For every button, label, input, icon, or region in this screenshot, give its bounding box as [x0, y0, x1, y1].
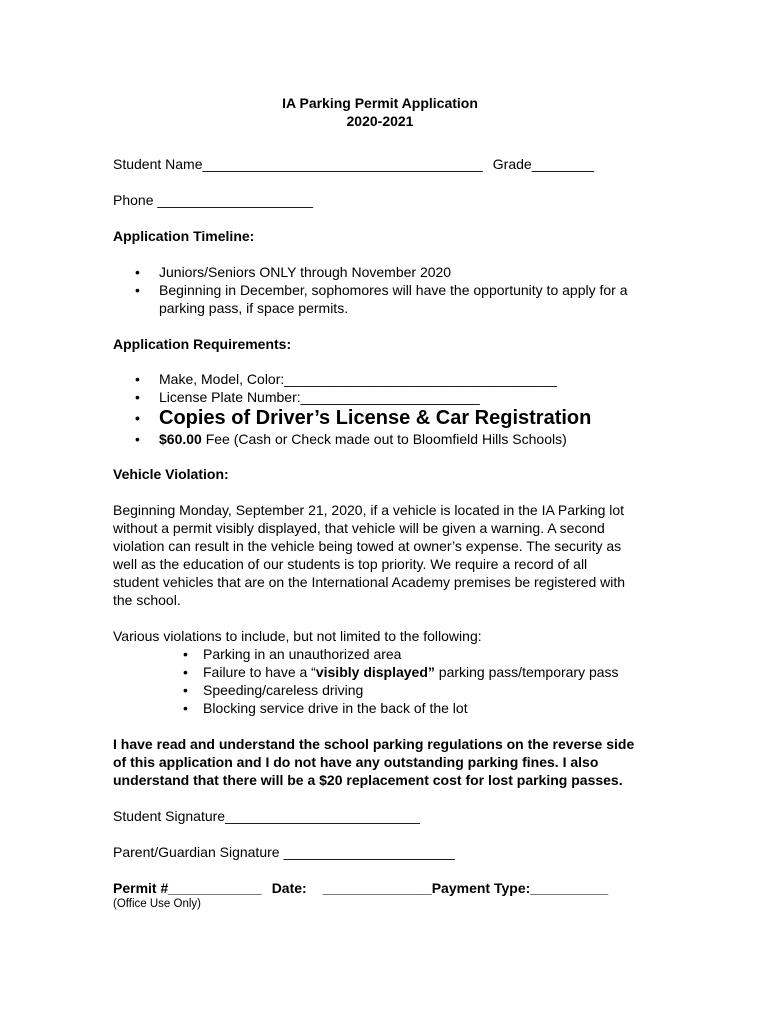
payment-type-field[interactable]: Payment Type:__________ [431, 880, 609, 896]
parent-signature-field[interactable]: Parent/Guardian Signature ______________________ [113, 844, 455, 860]
grade-field[interactable]: Grade________ [492, 156, 594, 172]
make-model-field[interactable]: • Make, Model, Color:___________________________________ [113, 370, 673, 388]
failure-text-end: parking pass/temporary pass [434, 664, 619, 680]
permit-application-page [113, 94, 673, 911]
requirements-heading: Application Requirements: [113, 336, 292, 352]
phone-field[interactable]: Phone ____________________ [113, 192, 314, 208]
timeline-heading: Application Timeline: [113, 228, 255, 244]
failure-text: Failure to have a “ [203, 664, 316, 680]
fee-requirement [113, 430, 673, 448]
document-year: 2020-2021 [346, 113, 414, 129]
permit-number-field[interactable]: Permit #____________ [113, 880, 262, 896]
list-item: • Blocking service drive in the back of the lot [113, 699, 673, 717]
date-field[interactable]: ______________ [322, 880, 432, 896]
violation-list [113, 645, 673, 717]
date-label: Date: [271, 880, 307, 896]
list-item: • Beginning in December, sophomores will have the opportunity to apply for a parking pass, if space permits. [113, 281, 659, 317]
student-name-field[interactable]: Student Name____________________________________ [113, 156, 483, 172]
copies-requirement: • Copies of Driver’s License & Car Registration [113, 406, 673, 430]
student-signature-field[interactable]: Student Signature_________________________ [113, 808, 420, 824]
office-use-row [113, 879, 673, 897]
agreement-statement: I have read and understand the school parking regulations on the reverse side of this application and I do not have any outstanding parking fines. I also understand that there will be a $20 replacement cost for lost parking passes. [113, 736, 635, 788]
requirements-list [113, 370, 673, 448]
fee-amount: $60.00 [159, 431, 202, 447]
office-use-note: (Office Use Only) [113, 898, 201, 910]
violation-list-intro: Various violations to include, but not limited to the following: [113, 628, 482, 644]
list-item: • Parking in an unauthorized area [113, 645, 673, 663]
list-item: • Speeding/careless driving [113, 681, 673, 699]
violation-paragraph: Beginning Monday, September 21, 2020, if a vehicle is located in the IA Parking lot without a permit visibly displayed, that vehicle will be given a warning. A second violation can result in the vehicle being towed at owner’s expense. The security as well as the education of our students is top priority. We require a record of all student vehicles that are on the International Academy premises be registered with the school. [113, 502, 626, 608]
fee-text: Fee (Cash or Check made out to Bloomfield Hills Schools) [201, 431, 567, 447]
student-name-row [113, 155, 673, 173]
license-plate-field[interactable]: • License Plate Number:_______________________ [113, 388, 673, 406]
document-title: IA Parking Permit Application [282, 95, 478, 111]
timeline-list [113, 263, 673, 317]
list-item [113, 663, 673, 681]
visibly-displayed-text: visibly displayed” [315, 664, 435, 680]
violation-heading: Vehicle Violation: [113, 466, 229, 482]
list-item: • Juniors/Seniors ONLY through November 2020 [113, 263, 673, 281]
